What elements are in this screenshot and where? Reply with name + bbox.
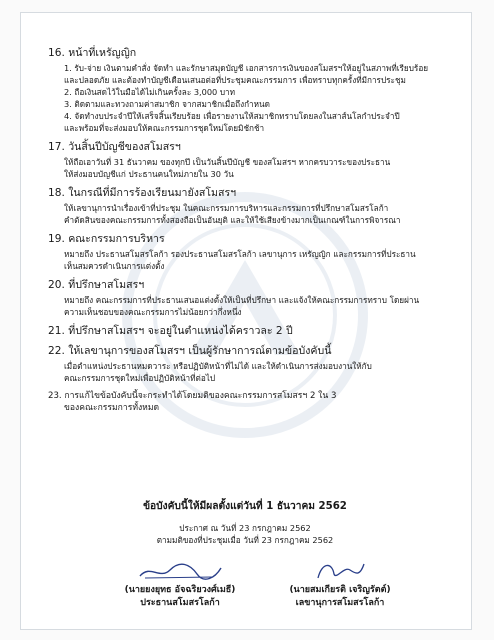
section-title: 18. ในกรณีที่มีการร้องเรียนมายังสโมสรฯ xyxy=(48,187,237,199)
section-line: หมายถึง ประธานสโมสรโลก้า รองประธานสโมสรโลก้า เลขานุการ เหรัญญิก และกรรมการที่ประธาน xyxy=(64,249,416,259)
section-line: ให้ถือเอาวันที่ 31 ธันวาคม ของทุกปี เป็นวันสิ้นปีบัญชี ของสโมสรฯ หากครบวาระของประธาน xyxy=(64,157,391,167)
signatory-name: (นายสมเกียรติ เจริญรัตต์) xyxy=(289,585,391,595)
effective-date-statement: ข้อบังคับนี้ให้มีผลตั้งแต่วันที่ 1 ธันวาคม 2562 xyxy=(143,501,347,512)
section-title-continued: ของคณะกรรมการทั้งหมด xyxy=(64,403,160,413)
signatory-role: เลขานุการสโมสรโลก้า xyxy=(295,598,385,608)
section-title: 19. คณะกรรมการบริหาร xyxy=(48,233,165,245)
signatory-secretary xyxy=(250,560,430,610)
section-17 xyxy=(48,140,458,180)
signature-mark xyxy=(135,560,225,582)
section-line: คณะกรรมการชุดใหม่เพื่อปฏิบัติหน้าที่ต่อไป xyxy=(64,373,216,383)
section-22 xyxy=(48,344,458,384)
signature-block xyxy=(20,560,470,622)
section-line: และปลอดภัย และต้องทำบัญชีเดือนเสนอต่อที่ประชุมคณะกรรมการ เพื่อทราบทุกครั้งที่มีการประชุม xyxy=(64,75,406,85)
section-line: และพร้อมที่จะส่งมอบให้คณะกรรมการชุดใหม่โดยมิชักช้า xyxy=(64,123,265,133)
section-18 xyxy=(48,186,458,226)
bylaws-body xyxy=(48,46,458,420)
section-line: หมายถึง คณะกรรมการที่ประธานเสนอแต่งตั้งให้เป็นที่ปรึกษา และแจ้งให้คณะกรรมการทราบ โดยผ่าน xyxy=(64,295,420,305)
section-title: 17. วันสิ้นปีบัญชีของสโมสรฯ xyxy=(48,141,181,153)
section-23 xyxy=(48,390,458,414)
section-line: ให้เลขานุการนำเรื่องเข้าที่ประชุม ในคณะกรรมการบริหารและกรรมการที่ปรึกษาสโมสรโลก้า xyxy=(64,203,389,213)
signatory-role: ประธานสโมสรโลก้า xyxy=(140,598,220,608)
section-line: 4. จัดทำงบประจำปีให้เสร็จสิ้นเรียบร้อย เพื่อรายงานให้สมาชิกทราบโดยลงในสาส์นโลกำประจำปี xyxy=(64,111,400,121)
section-title: 16. หน้าที่เหรัญญิก xyxy=(48,47,137,59)
section-20 xyxy=(48,278,458,318)
section-title: 21. ที่ปรึกษาสโมสรฯ จะอยู่ในตำแหน่งได้คราวละ 2 ปี xyxy=(48,325,293,337)
section-title: 23. การแก้ไขข้อบังคับนี้จะกระทำได้โดยมติของคณะกรรมการสโมสรฯ 2 ใน 3 xyxy=(48,391,337,401)
section-line: ให้ส่งมอบบัญชีแก่ ประธานคนใหม่ภายใน 30 วัน xyxy=(64,169,234,179)
section-line: เห็นสมควรดำเนินการแต่งตั้ง xyxy=(64,261,165,271)
signatory-name: (นายยงยุทธ อัจฉริยวงศ์เมธี) xyxy=(124,585,236,595)
section-title: 20. ที่ปรึกษาสโมสรฯ xyxy=(48,279,145,291)
section-line: 2. ถือเงินสดไว้ในมือได้ไม่เกินครั้งละ 3,000 บาท xyxy=(64,87,236,97)
section-line: 1. รับ-จ่าย เงินตามคำสั่ง จัดทำ และรักษาสมุดบัญชี เอกสารการเงินของสโมสรฯให้อยู่ในสภาพที่เรียบร้อย xyxy=(64,63,429,73)
section-line: ความเห็นชอบของคณะกรรมการไม่น้อยกว่ากึ่งหนึ่ง xyxy=(64,307,242,317)
section-title: 22. ให้เลขานุการของสโมสรฯ เป็นผู้รักษาการณ์ตามข้อบังคับนี้ xyxy=(48,345,332,357)
resolution-date: ตามมติของที่ประชุมเมื่อ วันที่ 23 กรกฎาคม 2562 xyxy=(156,535,334,545)
section-line: เมื่อตำแหน่งประธานหมดวาระ หรือปฏิบัติหน้าที่ไม่ได้ และให้ดำเนินการส่งมอบงานให้กับ xyxy=(64,361,372,371)
section-line: 3. ติดตามและทวงถามค่าสมาชิก จากสมาชิกเมื่อถึงกำหนด xyxy=(64,99,270,109)
section-21 xyxy=(48,324,458,338)
decree-block xyxy=(20,500,470,546)
section-line: คำตัดสินของคณะกรรมการทั้งสองถือเป็นอันยุติ และให้ใช้เสียงข้างมากเป็นเกณฑ์ในการพิจารณา xyxy=(64,215,401,225)
signature-mark xyxy=(310,560,370,582)
section-16 xyxy=(48,46,458,134)
signatory-president xyxy=(90,560,270,610)
section-19 xyxy=(48,232,458,272)
announcement-date: ประกาศ ณ วันที่ 23 กรกฎาคม 2562 xyxy=(179,523,311,533)
